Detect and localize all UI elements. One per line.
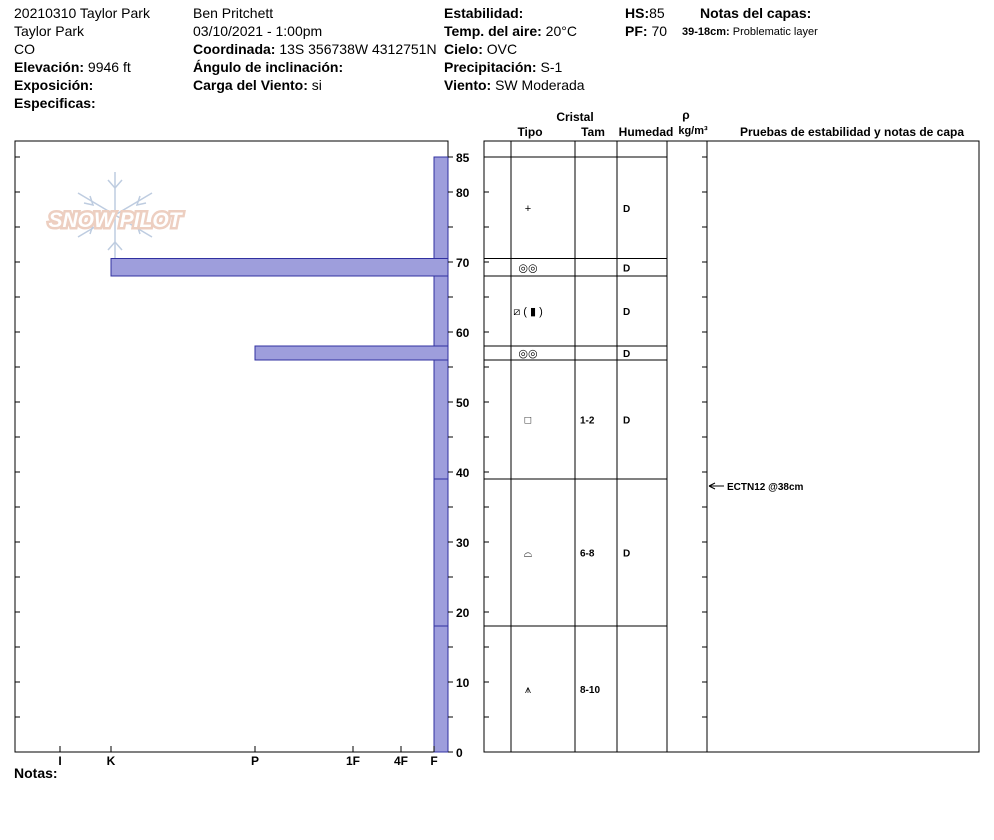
layer-note-range: 39-18cm: (682, 26, 730, 38)
precip-label: Precipitación: (444, 59, 537, 75)
hardness-bar (434, 276, 448, 346)
watermark-text: SNOW PILOT (48, 209, 182, 232)
depth-tick-label: 20 (456, 606, 470, 620)
notes-label: Notas: (14, 765, 58, 781)
hardness-tick-label: I (58, 754, 62, 768)
header-tests: Pruebas de estabilidad y notas de capa (739, 125, 965, 139)
precip-value: S-1 (540, 59, 563, 75)
moisture: D (623, 263, 631, 275)
hardness-tick-label: F (430, 754, 438, 768)
hardness-bar (111, 259, 448, 277)
hardness-plot-frame (15, 141, 448, 752)
header-rho: ρ (682, 108, 690, 122)
sky-value: OVC (486, 41, 518, 57)
location: Taylor Park (14, 23, 85, 39)
depth-axis (448, 151, 470, 760)
grain-size: 1-2 (580, 415, 595, 427)
hardness-bar (255, 346, 448, 360)
hardness-tick-label: 1F (345, 754, 361, 768)
hardness-bars (111, 157, 448, 752)
state: CO (14, 41, 35, 57)
header-density-unit: kg/m³ (678, 125, 708, 137)
hardness-tick-label: P (250, 754, 260, 768)
test-label: ECTN12 @38cm (727, 482, 804, 493)
air-temp-label: Temp. del aire: (444, 23, 542, 39)
wind-label: Viento: (444, 77, 492, 93)
layer-notes-title: Notas del capas: (700, 5, 812, 21)
hs-label: HS: (625, 5, 650, 21)
header-size: Tam (581, 125, 605, 139)
pf-value: 70 (651, 23, 668, 39)
header-moisture: Humedad (618, 125, 674, 139)
datetime: 03/10/2021 - 1:00pm (193, 23, 323, 39)
specifics-label: Especificas: (14, 95, 96, 111)
grain-size: 8-10 (580, 685, 601, 696)
depth-tick-label: 10 (456, 676, 470, 690)
sky-label: Cielo: (444, 41, 483, 57)
moisture: D (623, 548, 631, 560)
layer-table-frame (484, 141, 979, 752)
moisture: D (623, 349, 631, 360)
depth-tick-label: 85 (456, 151, 470, 165)
layer-note-text: Problematic layer (732, 26, 818, 38)
elevation-value: 9946 ft (87, 59, 131, 75)
moisture: D (623, 307, 631, 318)
depth-tick-label: 70 (456, 256, 470, 270)
hardness-axis (58, 746, 437, 768)
moisture: D (623, 415, 631, 427)
hardness-bar (434, 626, 448, 752)
grain-type-icon: ◎◎ (518, 348, 538, 360)
grain-type-icon: ⌓ (523, 547, 533, 560)
hardness-bar (434, 479, 448, 626)
depth-tick-label: 80 (456, 186, 470, 200)
wind-load-value: si (311, 77, 322, 93)
grain-size: 6-8 (580, 548, 595, 560)
wind-value: SW Moderada (495, 77, 585, 93)
header-type: Tipo (517, 125, 543, 139)
hs-value: 85 (649, 5, 665, 21)
stability-label: Estabilidad: (444, 5, 524, 21)
depth-tick-label: 40 (456, 466, 470, 480)
grain-type-icon: ◎◎ (518, 262, 538, 275)
aspect-label: Exposición: (14, 77, 94, 93)
coord-label: Coordinada: (193, 41, 276, 57)
coord-value: 13S 356738W 4312751N (279, 41, 437, 57)
pit-title: 20210310 Taylor Park (14, 5, 150, 21)
hardness-tick-label: 4F (393, 754, 409, 768)
header-crystal: Cristal (556, 110, 594, 124)
grain-type-icon: ⩚ (524, 684, 532, 696)
wind-load-label: Carga del Viento: (193, 77, 308, 93)
grain-type-icon: ⧄ ( ▮ ) (513, 306, 543, 318)
moisture: D (623, 203, 631, 215)
hardness-bar (434, 157, 448, 259)
hardness-tick-label: K (106, 754, 116, 768)
air-temp-value: 20°C (545, 23, 577, 39)
depth-tick-label: 60 (456, 326, 470, 340)
stability-tests (709, 482, 804, 493)
elevation-label: Elevación: (14, 59, 85, 75)
grain-type-icon: □ (524, 414, 532, 427)
grain-type-icon: + (524, 202, 532, 215)
depth-tick-label: 50 (456, 396, 470, 410)
depth-tick-label: 0 (456, 746, 463, 760)
depth-tick-label: 30 (456, 536, 470, 550)
slope-label: Ángulo de inclinación: (193, 59, 344, 75)
snowpilot-logo (49, 172, 184, 258)
observer: Ben Pritchett (193, 5, 274, 21)
hardness-bar (434, 360, 448, 479)
pf-label: PF: (625, 23, 648, 39)
